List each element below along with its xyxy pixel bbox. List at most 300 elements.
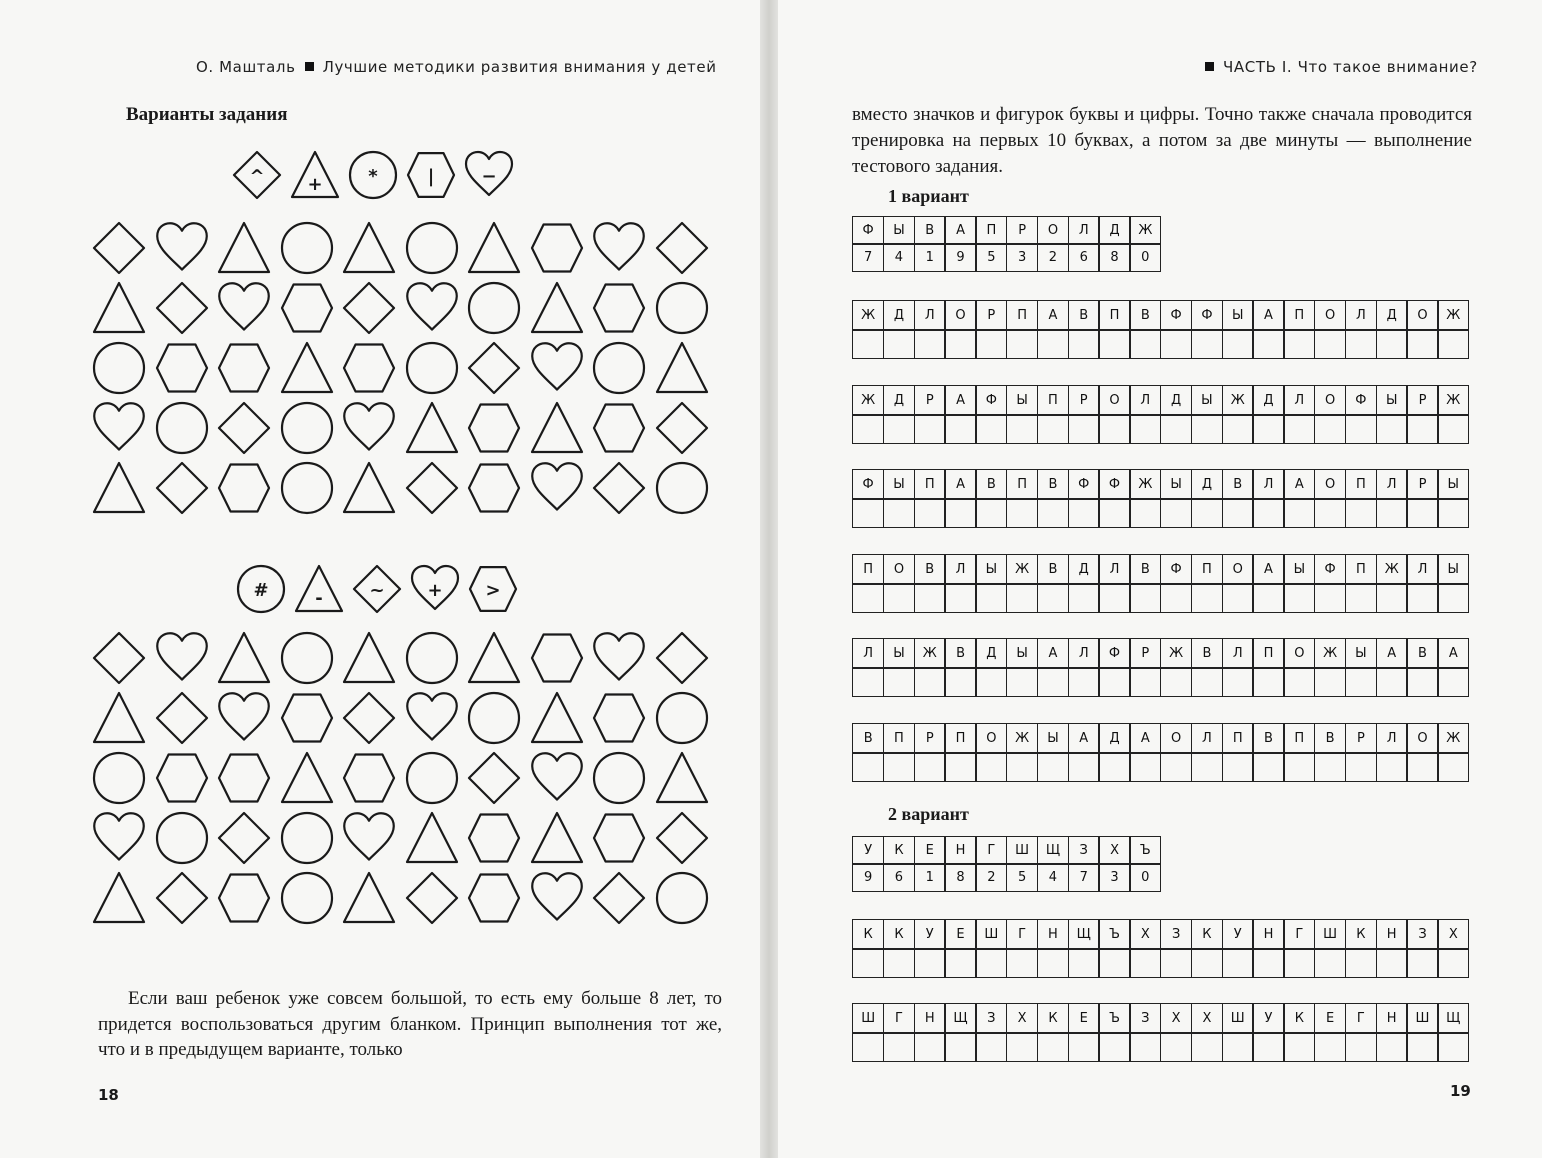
answer-cell[interactable] [1222,752,1254,782]
answer-cell[interactable] [1376,752,1408,782]
answer-cell[interactable] [1283,1032,1315,1062]
answer-cell[interactable] [1314,948,1346,978]
answer-cell[interactable] [1283,414,1315,444]
letter-cell: В [914,554,946,585]
letter-cell: О [975,723,1007,754]
circle-icon [276,868,339,928]
letter-cell: Х [1437,919,1469,950]
answer-cell[interactable] [1314,583,1346,613]
answer-cell[interactable] [975,583,1007,613]
triangle-icon [401,808,464,868]
answer-cell[interactable] [852,948,884,978]
answer-cell[interactable] [1068,667,1100,697]
answer-cell[interactable] [852,1032,884,1062]
key-digit-cell: 5 [975,243,1007,272]
answer-cell[interactable] [975,414,1007,444]
circle-icon [88,338,151,398]
letter-cell: Ы [1437,469,1469,500]
answer-cell[interactable] [1437,414,1469,444]
key-letter-cell: Е [914,836,946,865]
variant-2-label: 2 вариант [888,804,969,824]
answer-cell[interactable] [1222,667,1254,697]
variant-2-key-table [852,836,1160,890]
answer-cell[interactable] [1098,498,1130,528]
triangle-icon [526,278,589,338]
answer-cell[interactable] [1406,329,1438,359]
answer-cell[interactable] [1437,329,1469,359]
answer-cell[interactable] [944,498,976,528]
letter-cell: Н [1376,1003,1408,1034]
answer-cell[interactable] [1037,414,1069,444]
hexagon-icon [151,748,214,808]
answer-cell[interactable] [1252,752,1284,782]
answer-cell[interactable] [1406,498,1438,528]
letter-cell: К [1037,1003,1069,1034]
answer-cell[interactable] [1098,329,1130,359]
answer-cell[interactable] [1006,414,1038,444]
answer-cell[interactable] [914,583,946,613]
letter-cell: П [1006,469,1038,500]
answer-cell[interactable] [1037,1032,1069,1062]
triangle-icon [213,628,276,688]
answer-cell[interactable] [1068,948,1100,978]
letter-cell: Ы [883,469,915,500]
heart-icon [526,458,589,518]
answer-cell[interactable] [1068,414,1100,444]
heart-icon [588,218,651,278]
letter-cell: А [1037,638,1069,669]
letter-cell: Ж [1006,554,1038,585]
answer-cell[interactable] [1345,752,1377,782]
hexagon-icon [276,278,339,338]
circle-icon [276,218,339,278]
key-diamond-symbol [228,146,286,206]
hexagon-icon [588,278,651,338]
hexagon-icon [213,868,276,928]
answer-cell[interactable] [883,498,915,528]
letter-cell: З [1406,919,1438,950]
answer-cell[interactable] [1037,948,1069,978]
hexagon-icon [526,218,589,278]
answer-cell[interactable] [1006,1032,1038,1062]
answer-cell[interactable] [1068,329,1100,359]
answer-cell[interactable] [852,583,884,613]
heart-icon [151,628,214,688]
key-digit-cell: 9 [852,863,884,892]
answer-cell[interactable] [1376,583,1408,613]
letter-cell: А [1252,300,1284,331]
letter-cell: Ж [1437,300,1469,331]
answer-cell[interactable] [1345,948,1377,978]
key-heart-symbol [406,560,464,620]
diamond-icon [651,628,714,688]
key-digit-cell: 2 [975,863,1007,892]
hexagon-icon [588,808,651,868]
key-symbol-label: - [315,587,323,609]
letter-cell: О [1406,300,1438,331]
letter-cell: О [1406,723,1438,754]
answer-cell[interactable] [1098,948,1130,978]
answer-cell[interactable] [975,752,1007,782]
diamond-icon [651,218,714,278]
letter-cell: П [914,469,946,500]
letter-cell: В [1252,723,1284,754]
answer-cell[interactable] [1006,329,1038,359]
answer-cell[interactable] [975,948,1007,978]
answer-cell[interactable] [1098,1032,1130,1062]
answer-cell[interactable] [883,329,915,359]
key-letter-cell: О [1037,216,1069,245]
answer-cell[interactable] [1376,948,1408,978]
letter-cell: Г [883,1003,915,1034]
shape-row [88,278,713,338]
key-symbol-label: # [253,579,269,601]
answer-cell[interactable] [1129,948,1161,978]
answer-cell[interactable] [1345,583,1377,613]
answer-cell[interactable] [944,414,976,444]
answer-cell[interactable] [1406,752,1438,782]
letter-cell: Ф [1160,300,1192,331]
letter-cell: Щ [944,1003,976,1034]
answer-cell[interactable] [1129,583,1161,613]
key-letter-cell: Н [944,836,976,865]
answer-cell[interactable] [1006,752,1038,782]
answer-cell[interactable] [944,752,976,782]
letter-cell: О [1222,554,1254,585]
answer-cell[interactable] [883,1032,915,1062]
answer-cell[interactable] [975,498,1007,528]
letter-cell: Ф [1191,300,1223,331]
answer-cell[interactable] [1406,667,1438,697]
answer-cell[interactable] [1006,498,1038,528]
key-digit-cell: 6 [883,863,915,892]
answer-cell[interactable] [852,498,884,528]
letter-cell: В [1222,469,1254,500]
letter-cell: У [914,919,946,950]
answer-cell[interactable] [1191,583,1223,613]
letter-cell: Ы [1191,385,1223,416]
letter-cell: П [1098,300,1130,331]
answer-cell[interactable] [1222,329,1254,359]
answer-cell[interactable] [1437,948,1469,978]
letter-cell: К [1191,919,1223,950]
answer-cell[interactable] [1252,667,1284,697]
answer-cell[interactable] [975,1032,1007,1062]
triangle-icon [88,458,151,518]
key-heart-symbol [460,146,518,206]
key-symbol-label: | [427,165,435,187]
key-hexagon-symbol [464,560,522,620]
answer-cell[interactable] [1376,1032,1408,1062]
letter-cell: Ф [975,385,1007,416]
answer-cell[interactable] [1314,414,1346,444]
letter-cell: Е [944,919,976,950]
answer-cell[interactable] [1314,329,1346,359]
answer-cell[interactable] [1437,498,1469,528]
answer-cell[interactable] [914,1032,946,1062]
answer-cell[interactable] [1191,1032,1223,1062]
diamond-icon [88,218,151,278]
answer-cell[interactable] [1068,1032,1100,1062]
answer-cell[interactable] [1098,414,1130,444]
letter-cell: Н [1376,919,1408,950]
answer-cell[interactable] [1252,498,1284,528]
letter-cell: Ф [1098,638,1130,669]
variant-1-key-table [852,216,1160,270]
answer-cell[interactable] [1129,329,1161,359]
answer-cell[interactable] [1068,752,1100,782]
circle-icon [651,868,714,928]
square-bullet-icon [1205,62,1214,71]
letter-cell: У [1252,1003,1284,1034]
answer-cell[interactable] [1191,948,1223,978]
key-digit-cell: 7 [852,243,884,272]
answer-cell[interactable] [1252,583,1284,613]
running-head-part: ЧАСТЬ I. [1223,58,1293,76]
letter-cell: Х [1160,1003,1192,1034]
letter-cell: Ф [1345,385,1377,416]
answer-cell[interactable] [944,1032,976,1062]
answer-cell[interactable] [1037,667,1069,697]
answer-cell[interactable] [1068,498,1100,528]
answer-cell[interactable] [1037,583,1069,613]
diamond-icon [213,808,276,868]
answer-cell[interactable] [1222,414,1254,444]
triangle-icon [276,338,339,398]
answer-cell[interactable] [1006,948,1038,978]
answer-cell[interactable] [944,583,976,613]
letter-cell: Х [1006,1003,1038,1034]
answer-cell[interactable] [1006,667,1038,697]
heart-icon [338,398,401,458]
letter-cell: А [1252,554,1284,585]
answer-cell[interactable] [1160,498,1192,528]
letter-cell: Д [1098,723,1130,754]
answer-cell[interactable] [852,667,884,697]
answer-cell[interactable] [1314,667,1346,697]
answer-cell[interactable] [1037,329,1069,359]
letter-cell: Ы [1006,638,1038,669]
circle-icon [401,218,464,278]
letter-cell: Ы [1376,385,1408,416]
answer-cell[interactable] [1222,498,1254,528]
running-head-book-title: Лучшие методики развития внимания у детей [322,58,717,76]
key-symbol-label: + [427,579,443,601]
letter-cell: Ы [883,638,915,669]
answer-cell[interactable] [914,414,946,444]
heart-icon [526,868,589,928]
answer-cell[interactable] [1345,1032,1377,1062]
answer-cell[interactable] [975,329,1007,359]
key-letter-cell: Ф [852,216,884,245]
answer-cell[interactable] [1437,752,1469,782]
triangle-icon [526,808,589,868]
answer-cell[interactable] [1129,414,1161,444]
key-digit-cell: 1 [914,243,946,272]
answer-cell[interactable] [1191,414,1223,444]
letter-cell: Щ [1068,919,1100,950]
symbol-key-1 [228,146,518,206]
letter-cell: А [944,469,976,500]
answer-cell[interactable] [1283,329,1315,359]
answer-cell[interactable] [1283,948,1315,978]
letter-cell: Г [1283,919,1315,950]
diamond-icon [151,688,214,748]
answer-cell[interactable] [883,583,915,613]
answer-cell[interactable] [914,667,946,697]
letter-cell: З [1129,1003,1161,1034]
triangle-icon [463,628,526,688]
answer-cell[interactable] [1283,752,1315,782]
answer-cell[interactable] [883,752,915,782]
key-letter-cell: Г [975,836,1007,865]
letter-cell: Л [1376,469,1408,500]
answer-cell[interactable] [1406,1032,1438,1062]
answer-cell[interactable] [1345,329,1377,359]
answer-cell[interactable] [1160,667,1192,697]
answer-cell[interactable] [852,414,884,444]
answer-cell[interactable] [914,948,946,978]
key-letter-cell: А [944,216,976,245]
answer-cell[interactable] [852,752,884,782]
running-head-chapter-title: Что такое внимание? [1297,58,1478,76]
answer-cell[interactable] [1283,498,1315,528]
letter-cell: В [1037,554,1069,585]
answer-cell[interactable] [852,329,884,359]
answer-cell[interactable] [1283,583,1315,613]
answer-cell[interactable] [1160,1032,1192,1062]
answer-cell[interactable] [914,329,946,359]
answer-cell[interactable] [1037,752,1069,782]
answer-cell[interactable] [944,667,976,697]
circle-icon [588,748,651,808]
key-digit-cell: 7 [1068,863,1100,892]
letter-cell: Ж [852,300,884,331]
answer-cell[interactable] [1314,1032,1346,1062]
key-letter-cell: З [1068,836,1100,865]
answer-cell[interactable] [1437,1032,1469,1062]
answer-cell[interactable] [944,948,976,978]
answer-cell[interactable] [1406,414,1438,444]
answer-cell[interactable] [1129,1032,1161,1062]
letter-cell: О [883,554,915,585]
answer-cell[interactable] [1191,667,1223,697]
answer-cell[interactable] [1098,583,1130,613]
answer-cell[interactable] [1191,752,1223,782]
answer-cell[interactable] [1129,667,1161,697]
letter-cell: П [944,723,976,754]
answer-cell[interactable] [1037,498,1069,528]
letter-cell: Ы [975,554,1007,585]
answer-cell[interactable] [1006,583,1038,613]
answer-cell[interactable] [883,414,915,444]
answer-cell[interactable] [914,498,946,528]
answer-cell[interactable] [1160,414,1192,444]
answer-cell[interactable] [1406,948,1438,978]
letter-cell: А [1437,638,1469,669]
answer-cell[interactable] [1191,329,1223,359]
answer-cell[interactable] [1252,414,1284,444]
letter-cell: Р [1129,638,1161,669]
answer-cell[interactable] [1376,667,1408,697]
letter-cell: Х [1129,919,1161,950]
letter-cell: Ъ [1098,919,1130,950]
triangle-icon [88,868,151,928]
key-digit-cell: 9 [944,243,976,272]
hexagon-icon [588,688,651,748]
key-triangle-symbol [290,560,348,620]
letter-cell: П [1191,554,1223,585]
answer-cell[interactable] [1252,948,1284,978]
variant-1-test-table-5 [852,638,1468,695]
answer-cell[interactable] [1437,667,1469,697]
variant-1-test-table-2 [852,385,1468,442]
letter-cell: Д [1191,469,1223,500]
answer-cell[interactable] [1222,583,1254,613]
answer-cell[interactable] [1437,583,1469,613]
answer-cell[interactable] [1314,498,1346,528]
answer-cell[interactable] [1283,667,1315,697]
triangle-icon [338,868,401,928]
answer-cell[interactable] [1160,583,1192,613]
letter-cell: А [1037,300,1069,331]
letter-cell: Л [1376,723,1408,754]
letter-cell: О [1314,300,1346,331]
answer-cell[interactable] [1160,948,1192,978]
answer-cell[interactable] [1376,414,1408,444]
answer-cell[interactable] [1345,667,1377,697]
answer-cell[interactable] [1222,1032,1254,1062]
letter-cell: Ы [1037,723,1069,754]
answer-cell[interactable] [1191,498,1223,528]
letter-cell: Р [1406,385,1438,416]
answer-cell[interactable] [1222,948,1254,978]
heart-icon [213,278,276,338]
key-letter-cell: В [914,216,946,245]
answer-cell[interactable] [1068,583,1100,613]
answer-cell[interactable] [1314,752,1346,782]
answer-cell[interactable] [883,948,915,978]
letter-cell: Д [1252,385,1284,416]
key-symbol-label: > [485,579,501,601]
answer-cell[interactable] [944,329,976,359]
answer-cell[interactable] [1345,414,1377,444]
answer-cell[interactable] [1252,329,1284,359]
letter-cell: П [1283,723,1315,754]
circle-icon [401,628,464,688]
answer-cell[interactable] [975,667,1007,697]
answer-cell[interactable] [1376,498,1408,528]
answer-cell[interactable] [1376,329,1408,359]
circle-icon [151,398,214,458]
answer-cell[interactable] [1098,752,1130,782]
answer-cell[interactable] [1160,329,1192,359]
left-running-head [196,58,717,76]
answer-cell[interactable] [1252,1032,1284,1062]
variant-1-test-table-4 [852,554,1468,611]
answer-cell[interactable] [1406,583,1438,613]
right-paragraph: вместо значков и фигурок буквы и цифры. Точно также сначала проводится тренировка на первых 10 буквах, а потом за две минуты — выполнение тестового задания. [852,104,1472,177]
letter-cell: В [1129,554,1161,585]
answer-cell[interactable] [914,752,946,782]
answer-cell[interactable] [1345,498,1377,528]
answer-cell[interactable] [1098,667,1130,697]
answer-cell[interactable] [1129,752,1161,782]
circle-icon [463,278,526,338]
answer-cell[interactable] [883,667,915,697]
answer-cell[interactable] [1129,498,1161,528]
answer-cell[interactable] [1160,752,1192,782]
